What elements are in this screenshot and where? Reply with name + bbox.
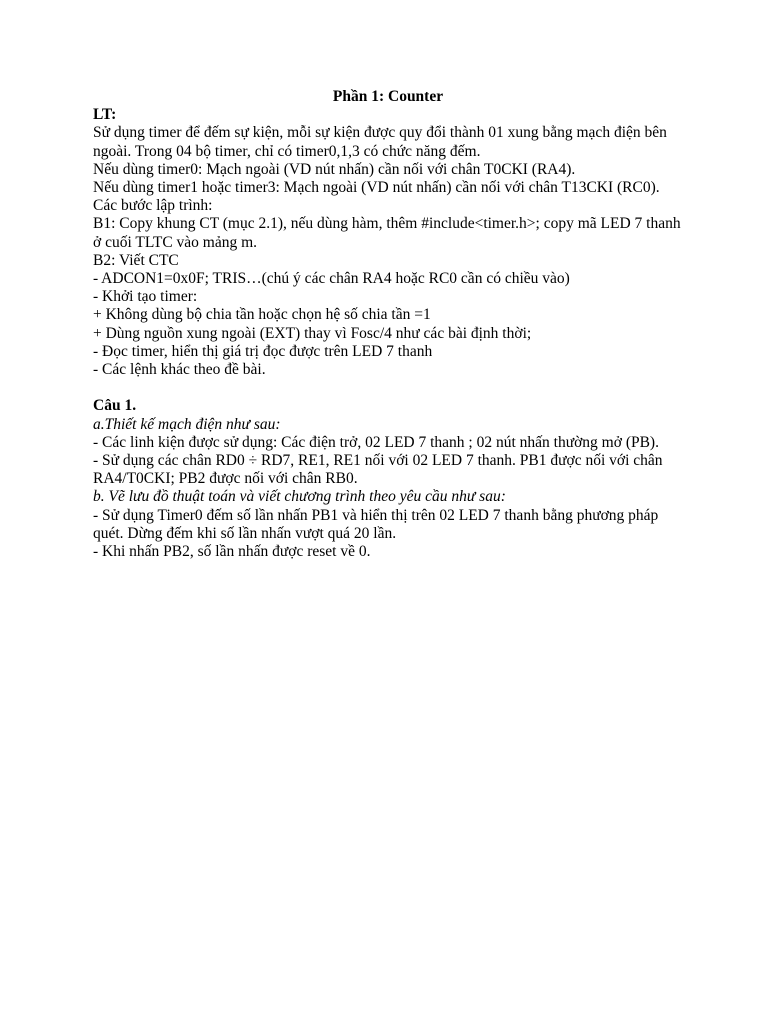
lt-paragraph-intro: Sử dụng timer để đếm sự kiện, mỗi sự kiện được quy đổi thành 01 xung bằng mạch điện bên ngoài. Trong 04 bộ timer, chỉ có timer0,1,3 có chức năng đếm. (93, 124, 667, 160)
lt-heading: LT: (93, 106, 117, 124)
lt-step-prescaler: + Không dùng bộ chia tần hoặc chọn hệ số chia tần =1 (93, 306, 431, 324)
lt-step-b1: B1: Copy khung CT (mục 2.1), nếu dùng hàm, thêm #include<timer.h>; copy mã LED 7 thanh ở cuối TLTC vào mảng m. (93, 215, 681, 251)
lt-step-b2: B2: Viết CTC (93, 251, 179, 269)
part-a-components: - Các linh kiện được sử dụng: Các điện trở, 02 LED 7 thanh ; 02 nút nhấn thường mở (PB). (93, 433, 659, 451)
document-page (93, 88, 683, 561)
lt-paragraph-timer0: Nếu dùng timer0: Mạch ngoài (VD nút nhấn) cần nối với chân T0CKI (RA4). (93, 160, 576, 178)
lt-step-other: - Các lệnh khác theo đề bài. (93, 361, 266, 379)
part-b-heading: b. Vẽ lưu đồ thuật toán và viết chương trình theo yêu cầu như sau: (93, 488, 506, 506)
part-b-reset: - Khi nhấn PB2, số lần nhấn được reset về 0. (93, 543, 371, 561)
part-b-timer0: - Sử dụng Timer0 đếm số lần nhấn PB1 và hiển thị trên 02 LED 7 thanh bằng phương pháp quét. Dừng đếm khi số lần nhấn vượt quá 20 lần. (93, 506, 659, 542)
lt-step-read-timer: - Đọc timer, hiển thị giá trị đọc được trên LED 7 thanh (93, 342, 433, 360)
section-spacer (93, 379, 683, 397)
lt-steps-heading: Các bước lập trình: (93, 197, 213, 215)
part-a-pins: - Sử dụng các chân RD0 ÷ RD7, RE1, RE1 nối với 02 LED 7 thanh. PB1 được nối với chân RA4/T0CKI; PB2 được nối với chân RB0. (93, 452, 663, 488)
lt-step-adcon: - ADCON1=0x0F; TRIS…(chú ý các chân RA4 hoặc RC0 cần có chiều vào) (93, 270, 570, 288)
part-a-heading: a.Thiết kế mạch điện như sau: (93, 415, 281, 433)
cau1-heading: Câu 1. (93, 397, 137, 415)
lt-paragraph-timer1-3: Nếu dùng timer1 hoặc timer3: Mạch ngoài (VD nút nhấn) cần nối với chân T13CKI (RC0). (93, 179, 660, 197)
document-title: Phần 1: Counter (332, 88, 444, 105)
lt-step-init-timer: - Khởi tạo timer: (93, 288, 198, 306)
lt-step-ext-source: + Dùng nguồn xung ngoài (EXT) thay vì Fosc/4 như các bài định thời; (93, 324, 532, 342)
